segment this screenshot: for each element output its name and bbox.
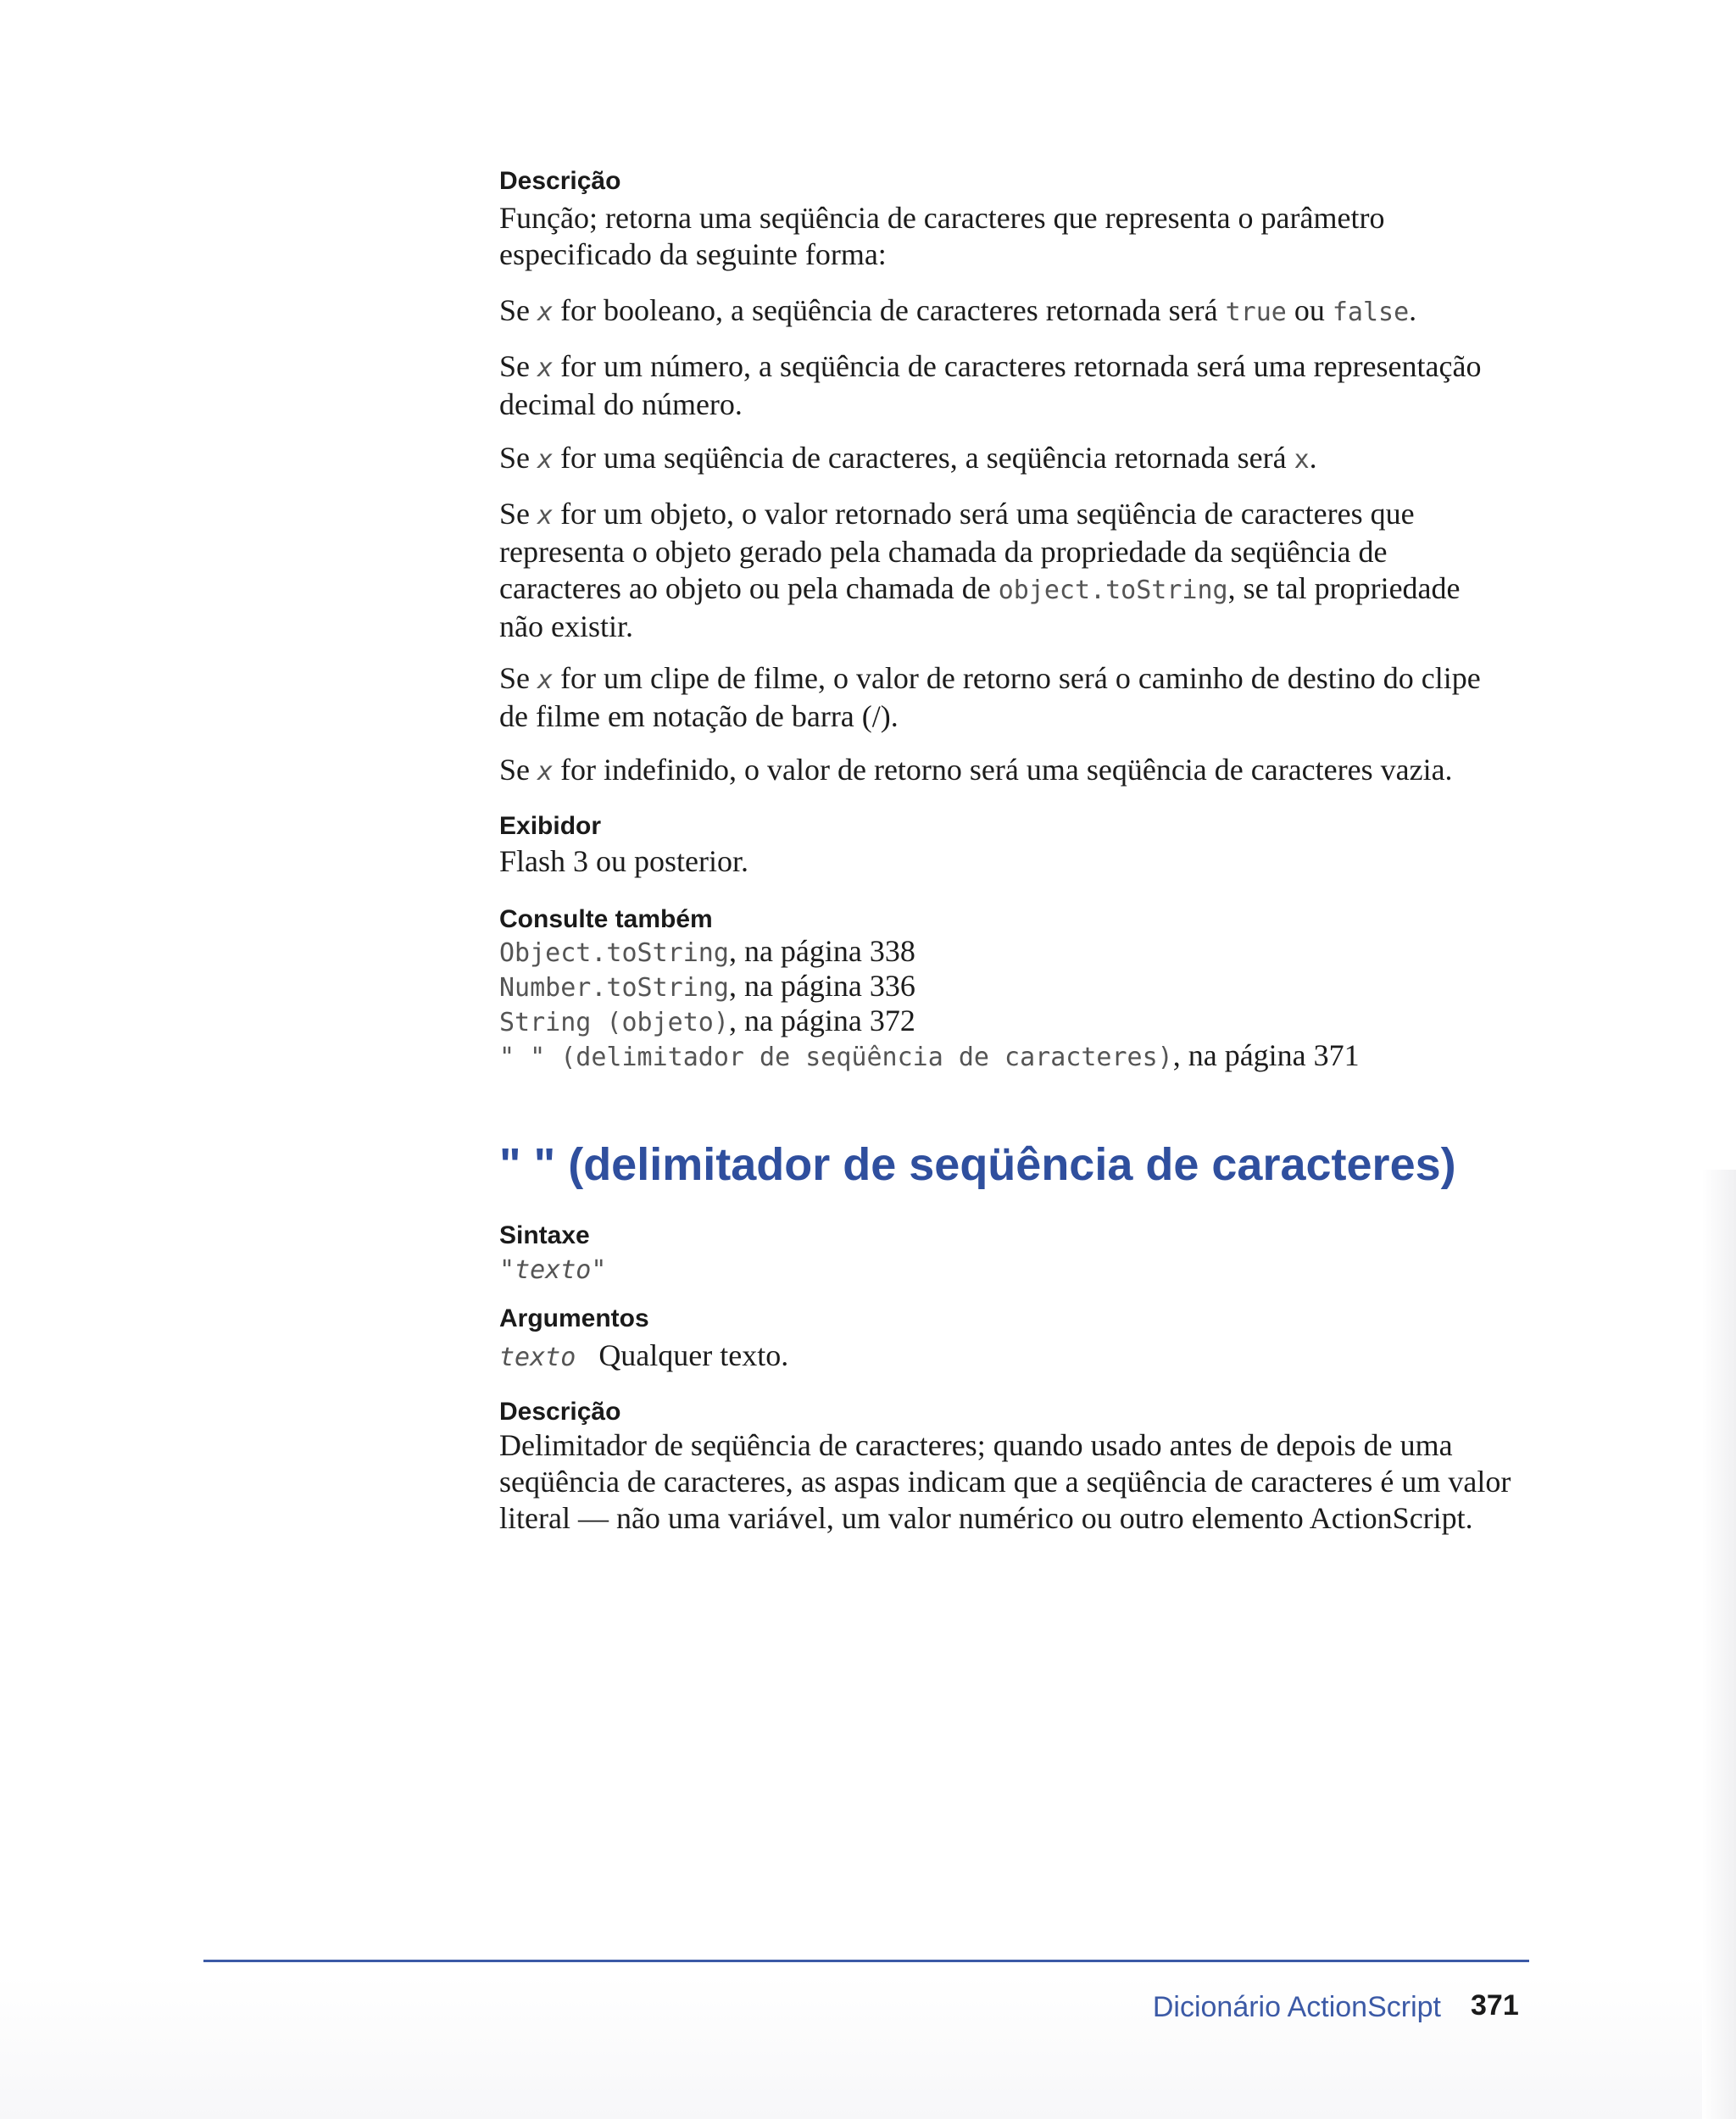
exibidor-block <box>499 811 1550 880</box>
text-object-3b: , se tal propriedade <box>1227 571 1461 605</box>
consulte-heading: Consulte também <box>499 905 713 933</box>
argumentos-block <box>499 1304 1550 1376</box>
number-line <box>499 348 1550 387</box>
text-bool: for booleano, a seqüência de caracteres retornada será <box>560 293 1218 327</box>
see-also-page: , na página 372 <box>728 1004 915 1037</box>
text-number: for um número, a seqüência de caracteres retornada será uma representação <box>560 349 1482 383</box>
see-also-page: , na página 371 <box>1172 1038 1360 1072</box>
see-also-code[interactable]: Number.toString <box>499 973 729 1003</box>
arg-desc: Qualquer texto. <box>598 1338 789 1372</box>
object-line-3 <box>499 570 1550 609</box>
descricao-block-2 <box>499 1397 1550 1537</box>
text-period: . <box>1309 441 1317 475</box>
string-paragraph <box>499 440 1550 478</box>
footer-page-number: 371 <box>1471 1989 1519 2022</box>
object-line-2: representa o objeto gerado pela chamada da propriedade da seqüência de <box>499 535 1388 569</box>
text-se: Se <box>499 441 530 475</box>
desc-line: Delimitador de seqüência de caracteres; quando usado antes de depois de uma <box>499 1428 1453 1462</box>
see-also-list <box>499 935 1550 1074</box>
desc-line: literal — não uma variável, um valor numérico ou outro elemento ActionScript. <box>499 1501 1473 1535</box>
entry-title-block <box>499 1137 1550 1192</box>
descricao-paragraph-1 <box>499 200 1550 273</box>
number-line-2: decimal do número. <box>499 387 743 421</box>
argument-row <box>499 1338 1550 1376</box>
footer-rule <box>203 1960 1529 1962</box>
see-also-page: , na página 336 <box>728 969 915 1003</box>
desc-line: seqüência de caracteres, as aspas indicam que a seqüência de caracteres é um valor <box>499 1465 1511 1499</box>
var-x: x <box>537 445 554 475</box>
text-ou: ou <box>1294 293 1325 327</box>
text-se: Se <box>499 661 530 695</box>
exibidor-text: Flash 3 ou posterior. <box>499 844 748 878</box>
undefined-line <box>499 752 1550 790</box>
text-undefined: for indefinido, o valor de retorno será uma seqüência de caracteres vazia. <box>560 753 1453 787</box>
entry-title: " " (delimitador de seqüência de caracteres) <box>499 1139 1456 1190</box>
clip-paragraph <box>499 660 1550 735</box>
desc-line: Função; retorna uma seqüência de caracteres que representa o parâmetro <box>499 201 1385 235</box>
footer-book-title: Dicionário ActionScript <box>1152 1991 1441 2023</box>
code-true: true <box>1225 298 1287 327</box>
sintaxe-code <box>499 1251 1550 1288</box>
text-period: . <box>1409 293 1417 327</box>
object-line <box>499 496 1550 534</box>
var-x: x <box>537 757 554 787</box>
clip-line <box>499 660 1550 698</box>
see-also-item[interactable] <box>499 1004 1550 1039</box>
text-se: Se <box>499 293 530 327</box>
quote-close: " <box>591 1255 607 1285</box>
exibidor-heading: Exibidor <box>499 812 602 840</box>
see-also-code[interactable]: " " (delimitador de seqüência de caracteres) <box>499 1043 1173 1072</box>
clip-line-2: de filme em notação de barra (/). <box>499 699 899 733</box>
descricao-heading: Descrição <box>499 1398 621 1426</box>
text-object-3a: caracteres ao objeto ou pela chamada de <box>499 571 991 605</box>
see-also-code[interactable]: String (objeto) <box>499 1008 729 1037</box>
code-false: false <box>1332 298 1410 327</box>
text-string: for uma seqüência de caracteres, a seqüência retornada será <box>560 441 1287 475</box>
see-also-item[interactable] <box>499 1039 1550 1074</box>
number-paragraph <box>499 348 1550 423</box>
var-x: x <box>537 353 554 383</box>
descricao-heading: Descrição <box>499 167 621 195</box>
var-x: x <box>537 665 554 695</box>
page-right-shade <box>1702 1170 1736 2119</box>
text-se: Se <box>499 497 530 531</box>
see-also-page: , na página 338 <box>728 934 915 968</box>
arg-name: texto <box>499 1343 576 1372</box>
sintaxe-heading: Sintaxe <box>499 1221 590 1249</box>
text-se: Se <box>499 753 530 787</box>
bool-line <box>499 292 1550 331</box>
argumentos-heading: Argumentos <box>499 1304 649 1332</box>
see-also-item[interactable] <box>499 935 1550 970</box>
object-line-4: não existir. <box>499 609 633 643</box>
quote-open: " <box>499 1255 515 1285</box>
see-also-code[interactable]: Object.toString <box>499 938 729 968</box>
text-clip: for um clipe de filme, o valor de retorno será o caminho de destino do clipe <box>560 661 1481 695</box>
text-object: for um objeto, o valor retornado será uma seqüência de caracteres que <box>560 497 1415 531</box>
descricao-heading-1-block <box>499 166 1550 197</box>
text-se: Se <box>499 349 530 383</box>
code-x: x <box>1294 445 1310 475</box>
var-x: x <box>537 298 554 327</box>
undefined-paragraph <box>499 752 1550 790</box>
var-x: x <box>537 501 554 531</box>
see-also-item[interactable] <box>499 970 1550 1004</box>
consulte-block <box>499 904 1550 1074</box>
bool-paragraph <box>499 292 1550 331</box>
sintaxe-arg: texto <box>515 1255 592 1285</box>
code-object-tostring: object.toString <box>998 576 1228 605</box>
sintaxe-block <box>499 1221 1550 1288</box>
string-line <box>499 440 1550 478</box>
object-paragraph <box>499 496 1550 645</box>
desc-line: especificado da seguinte forma: <box>499 237 887 271</box>
